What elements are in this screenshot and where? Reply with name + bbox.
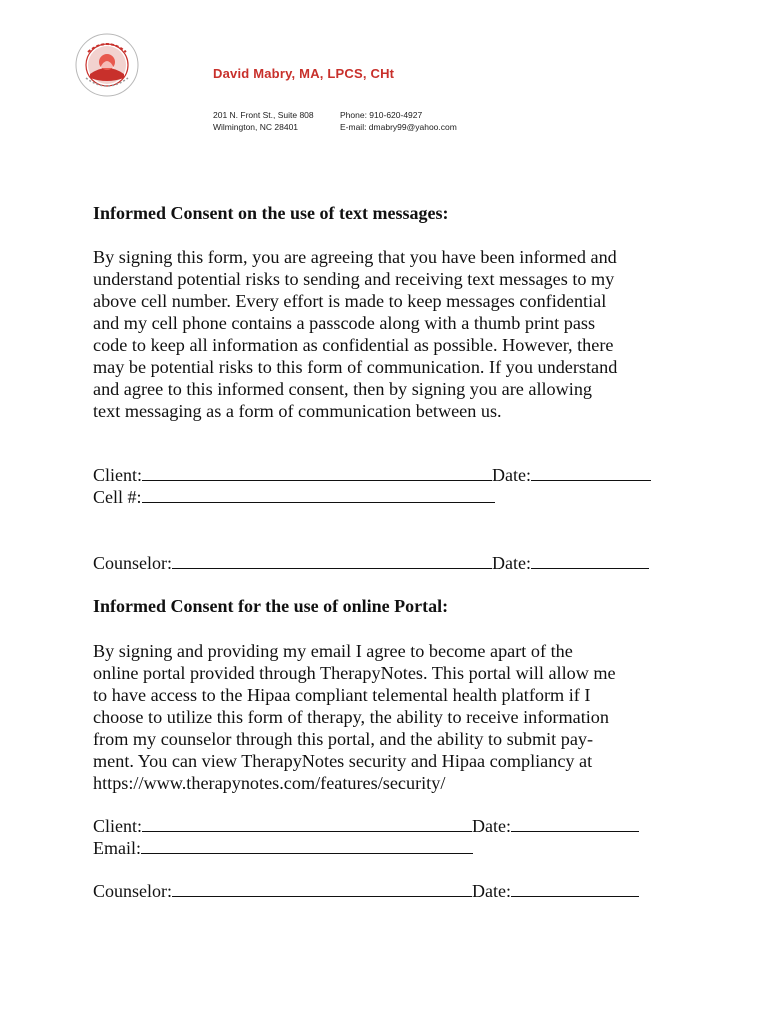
paragraph-line: above cell number. Every effort is made to keep messages confidential: [93, 291, 607, 311]
paragraph-line: may be potential risks to this form of communication. If you understand: [93, 357, 618, 377]
logo-seal-graphic: [74, 32, 140, 98]
client-date-line[interactable]: [531, 480, 651, 481]
paragraph-line: https://www.therapynotes.com/features/security/: [93, 773, 446, 793]
text-counselor-signature-row: [93, 553, 649, 574]
address-line-1: 201 N. Front St., Suite 808: [213, 110, 314, 120]
text-consent-heading: Informed Consent on the use of text messages:: [93, 203, 449, 223]
date-label: Date:: [492, 465, 531, 485]
portal-consent-heading: Informed Consent for the use of online Portal:: [93, 596, 449, 616]
text-cell-row: [93, 487, 495, 508]
paragraph-line: choose to utilize this form of therapy, the ability to receive information: [93, 707, 609, 727]
portal-counselor-signature-row: [93, 881, 639, 902]
paragraph-line: to have access to the Hipaa compliant telemental health platform if I: [93, 685, 591, 705]
paragraph-line: ment. You can view TherapyNotes security and Hipaa compliancy at: [93, 751, 593, 771]
phone-number: Phone: 910-620-4927: [340, 110, 423, 120]
text-consent-paragraph: [93, 246, 683, 422]
paragraph-line: and agree to this informed consent, then by signing you are allowing: [93, 379, 593, 399]
client-label: Client:: [93, 465, 142, 485]
counselor-label: Counselor:: [93, 881, 172, 901]
date-label: Date:: [492, 553, 531, 573]
counselor-signature-line[interactable]: [172, 896, 472, 897]
paragraph-line: understand potential risks to sending and receiving text messages to my: [93, 269, 615, 289]
paragraph-line: online portal provided through TherapyNotes. This portal will allow me: [93, 663, 616, 683]
counselor-date-line[interactable]: [511, 896, 639, 897]
text-client-signature-row: [93, 465, 651, 486]
paragraph-line: code to keep all information as confidential as possible. However, there: [93, 335, 614, 355]
email-line[interactable]: [141, 853, 473, 854]
paragraph-line: from my counselor through this portal, and the ability to submit pay-: [93, 729, 594, 749]
paragraph-line: and my cell phone contains a passcode along with a thumb print pass: [93, 313, 596, 333]
email-address: E-mail: dmabry99@yahoo.com: [340, 122, 457, 132]
portal-client-signature-row: [93, 816, 639, 837]
client-date-line[interactable]: [511, 831, 639, 832]
practice-contact: [340, 109, 457, 133]
paragraph-line: By signing and providing my email I agree to become apart of the: [93, 641, 573, 661]
atlantic-counseling-center-logo-icon: [74, 32, 140, 98]
client-signature-line[interactable]: [142, 480, 492, 481]
email-label: Email:: [93, 838, 141, 858]
paragraph-line: By signing this form, you are agreeing that you have been informed and: [93, 247, 617, 267]
date-label: Date:: [472, 881, 511, 901]
cell-number-line[interactable]: [142, 502, 495, 503]
paragraph-line: text messaging as a form of communication between us.: [93, 401, 502, 421]
practice-address: [213, 109, 314, 133]
address-line-2: Wilmington, NC 28401: [213, 122, 299, 132]
client-signature-line[interactable]: [142, 831, 472, 832]
counselor-label: Counselor:: [93, 553, 172, 573]
cell-label: Cell #:: [93, 487, 142, 507]
practitioner-name: David Mabry, MA, LPCS, CHt: [213, 66, 395, 81]
portal-consent-paragraph: [93, 640, 683, 794]
counselor-date-line[interactable]: [531, 568, 649, 569]
counselor-signature-line[interactable]: [172, 568, 492, 569]
portal-email-row: [93, 838, 473, 859]
client-label: Client:: [93, 816, 142, 836]
date-label: Date:: [472, 816, 511, 836]
